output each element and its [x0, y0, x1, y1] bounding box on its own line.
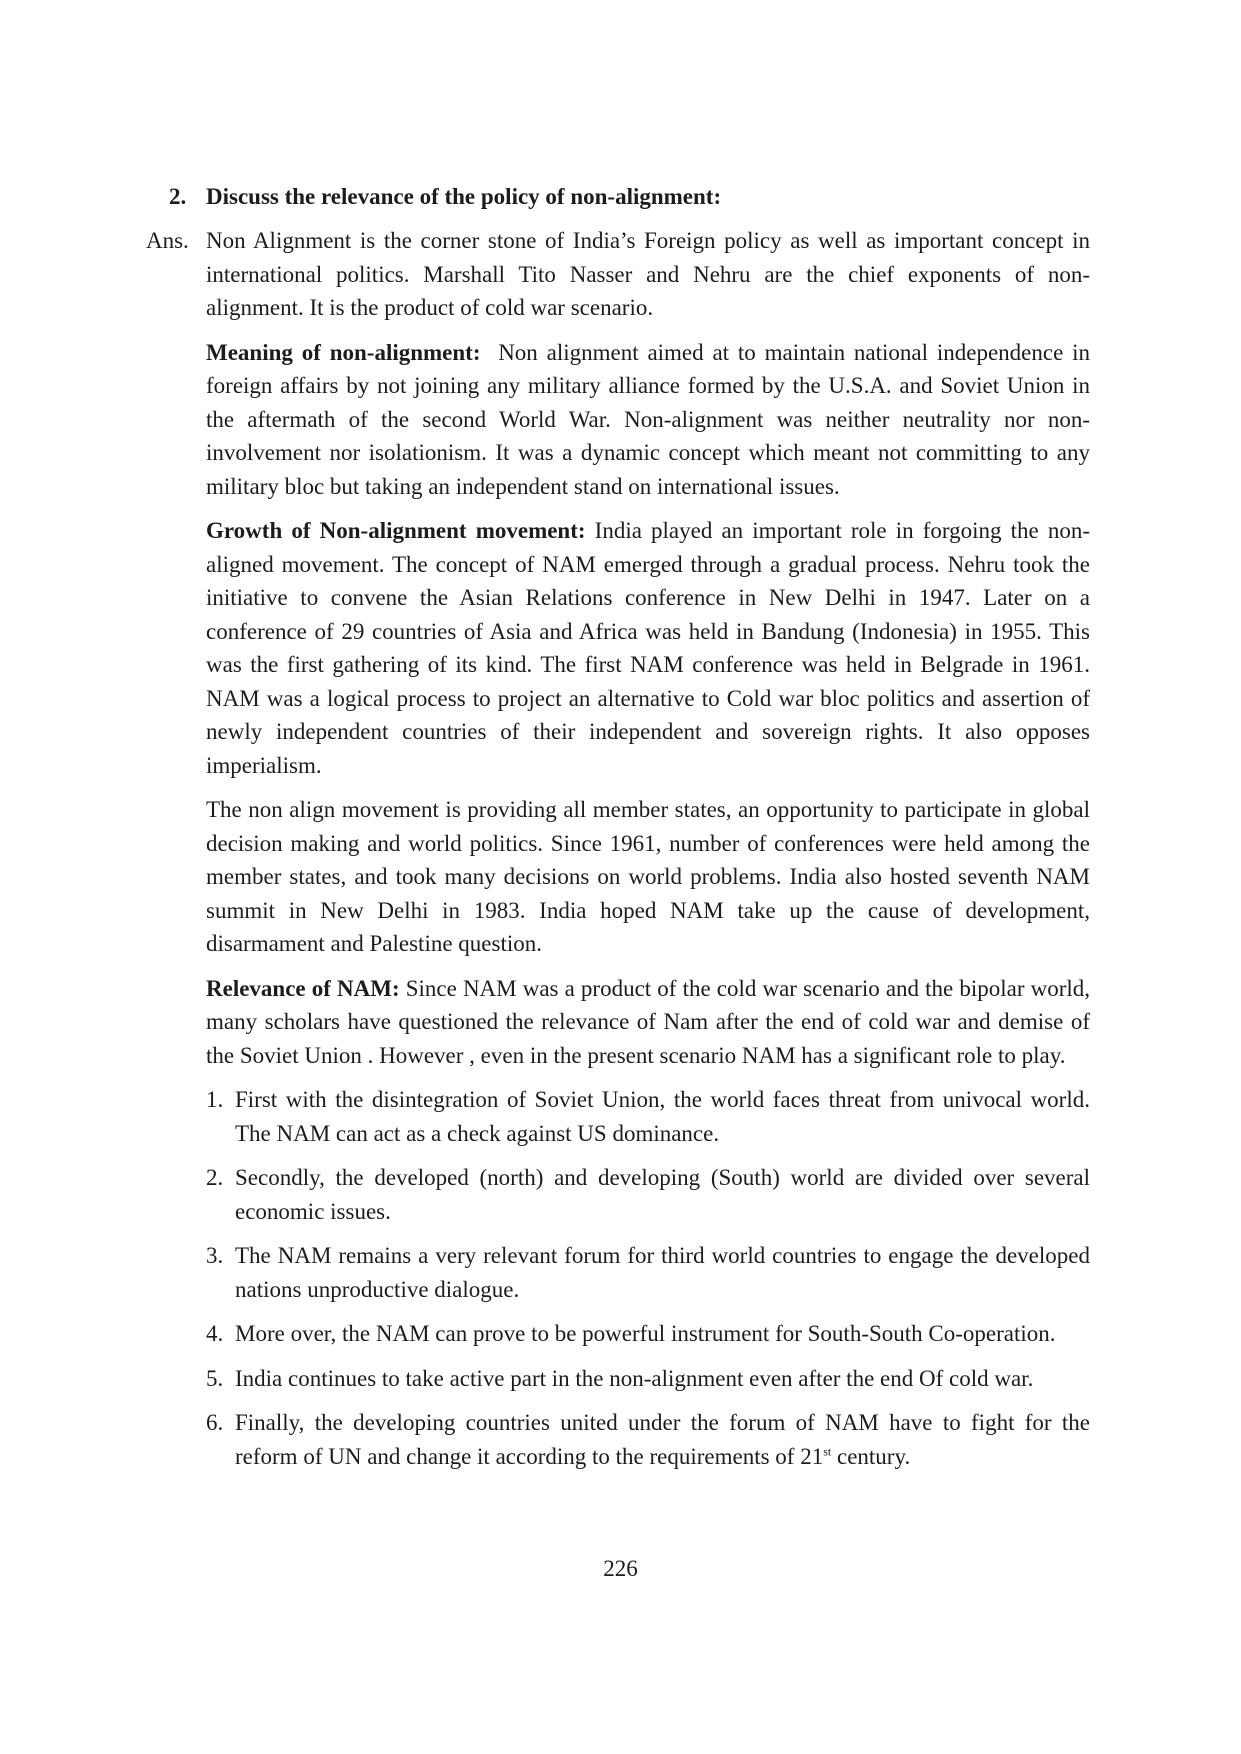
list-item-text: Finally, the developing countries united under the forum of NAM have to fight for the reform of UN and change it according to the requirements of 21 — [235, 1410, 1090, 1469]
list-item — [206, 1239, 1090, 1306]
growth-text: India played an important role in forgoing the non-aligned movement. The concept of NAM emerged through a gradual process. Nehru took the initiative to convene the Asian Relations conference in New Delhi in 1947. Later on a conference of 29 countries of Asia and Africa was held in Bandung (Indonesia) in 1955. This was the first gathering of its kind. The first NAM conference was held in Belgrade in 1961. NAM was a logical process to project an alternative to Cold war bloc politics and assertion of newly independent countries of their independent and sovereign rights. It also opposes imperialism. — [206, 518, 1090, 778]
question-number: 2. — [169, 184, 187, 209]
meaning-text: Non alignment aimed at to maintain national independence in foreign affairs by not joining any military alliance formed by the U.S.A. and Soviet Union in the aftermath of the second World War. Non-alignment was neither neutrality nor non-involvement nor isolationism. It was a dynamic concept which meant not committing to any military bloc but taking an independent stand on international issues. — [206, 339, 1091, 499]
list-item — [206, 1362, 1090, 1396]
growth-paragraph — [206, 514, 1090, 782]
relevance-heading: Relevance of NAM: — [206, 975, 400, 1001]
list-item-number: 4. — [206, 1321, 224, 1346]
relevance-text: Since NAM was a product of the cold war scenario and the bipolar world, many scholars have questioned the relevance of Nam after the end of cold war and demise of the Soviet Union . However , even in the present scenario NAM has a significant role to play. — [206, 975, 1091, 1068]
list-item-number: 2. — [206, 1165, 224, 1190]
question-text: Discuss the relevance of the policy of non-alignment: — [206, 184, 722, 209]
list-item — [206, 1406, 1090, 1473]
relevance-paragraph — [206, 972, 1090, 1073]
list-item-text: The NAM remains a very relevant forum for third world countries to engage the developed nations unproductive dialogue. — [235, 1243, 1090, 1302]
list-item — [206, 1161, 1090, 1228]
relevance-points-list — [206, 1083, 1090, 1473]
list-item-text: First with the disintegration of Soviet Union, the world faces threat from univocal world. The NAM can act as a check against US dominance. — [235, 1087, 1090, 1146]
meaning-paragraph — [206, 336, 1090, 504]
list-item-number: 5. — [206, 1365, 224, 1391]
list-item-number: 6. — [206, 1410, 224, 1435]
answer-label: Ans. — [146, 228, 189, 253]
list-item — [206, 1083, 1090, 1150]
list-item-text: Secondly, the developed (north) and developing (South) world are divided over several economic issues. — [235, 1165, 1090, 1224]
question-heading — [169, 180, 721, 214]
ordinal-suffix: st — [823, 1443, 832, 1458]
list-item — [206, 1317, 1090, 1351]
answer-block — [146, 224, 1090, 1484]
list-item-text: More over, the NAM can prove to be powerful instrument for South-South Co-operation. — [235, 1321, 1056, 1346]
list-item-tail: century. — [831, 1443, 911, 1469]
list-item-number: 1. — [206, 1087, 224, 1112]
meaning-heading: Meaning of non-alignment: — [206, 339, 481, 365]
movement-paragraph: The non align movement is providing all member states, an opportunity to participate in global decision making and world politics. Since 1961, number of conferences were held among the member states, and took many decisions on world problems. India also hosted seventh NAM summit in New Delhi in 1983. India hoped NAM take up the cause of development, disarmament and Palestine question. — [206, 797, 1090, 956]
list-item-number: 3. — [206, 1243, 224, 1268]
page-number: 226 — [603, 1556, 638, 1581]
growth-heading: Growth of Non-alignment movement: — [206, 518, 586, 543]
list-item-text: India continues to take active part in the non-alignment even after the end Of cold war. — [235, 1365, 1034, 1391]
intro-paragraph: Non Alignment is the corner stone of India’s Foreign policy as well as important concept in international politics. Marshall Tito Nasser and Nehru are the chief exponents of non-alignment. It is the product of cold war scenario. — [206, 228, 1090, 320]
answer-body — [206, 224, 1090, 1473]
